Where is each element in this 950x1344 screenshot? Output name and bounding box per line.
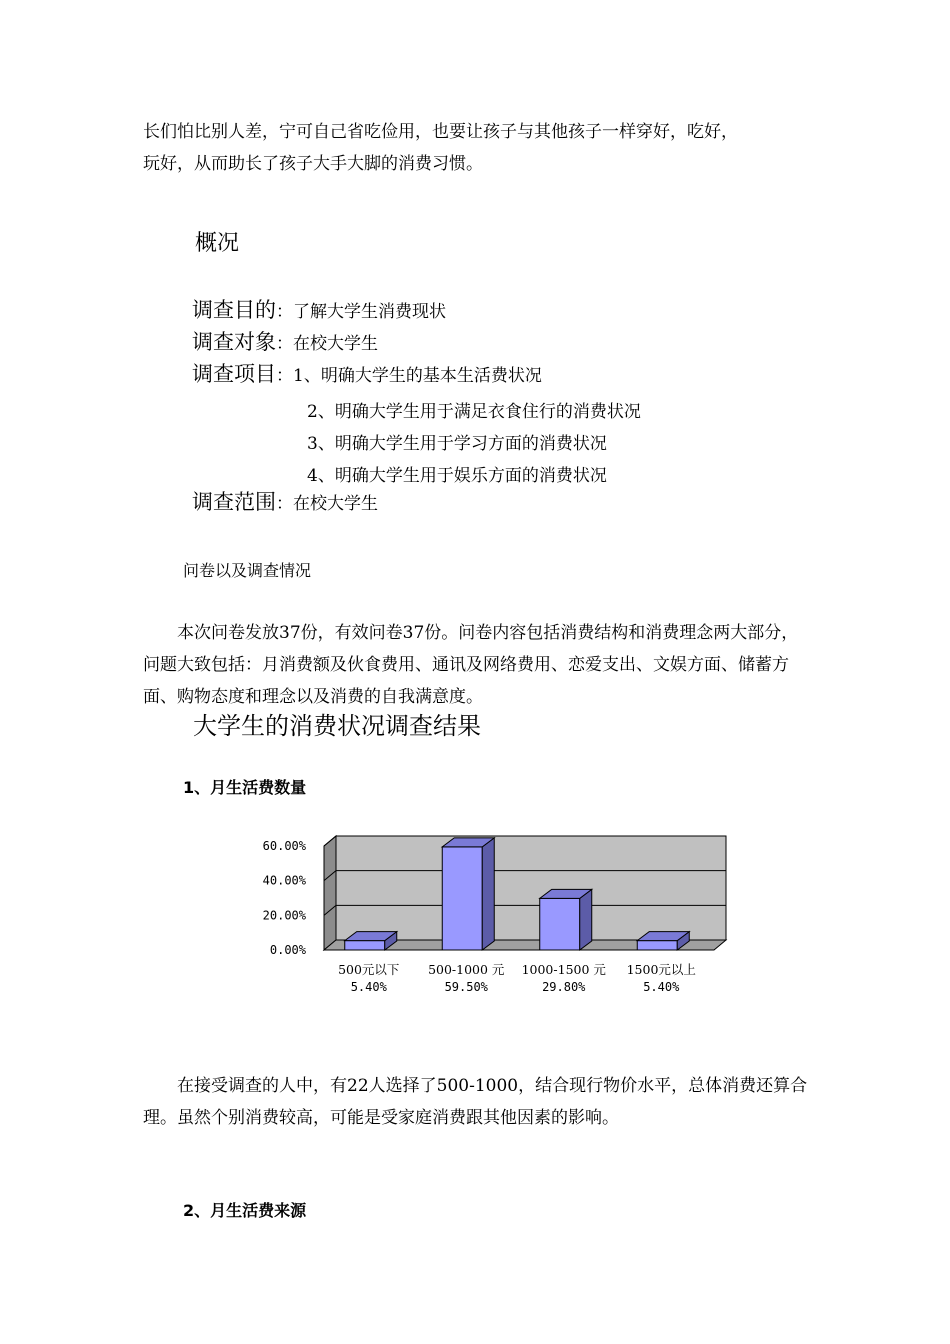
scope-row bbox=[192, 486, 378, 516]
section-1-heading: 1、月生活费数量 bbox=[183, 778, 307, 797]
item-3: 3、明确大学生用于学习方面的消费状况 bbox=[307, 434, 607, 454]
chart-back-wall bbox=[336, 836, 726, 940]
bar bbox=[637, 941, 677, 950]
intro-line-1: 长们怕比别人差，宁可自己省吃俭用，也要让孩子与其他孩子一样穿好，吃好， bbox=[143, 122, 738, 142]
scope-value: 在校大学生 bbox=[293, 494, 378, 514]
questionnaire-paragraph: 本次问卷发放37份，有效问卷37份。问卷内容包括消费结构和消费理念两大部分，问题大致包括：月消费额及伙食费用、通讯及网络费用、恋爱支出、文娱方面、储蓄方面、购物态度和理念以及消费的自我满意度。 bbox=[143, 623, 799, 707]
scope-label: 调查范围 bbox=[192, 490, 276, 514]
item-1: 1、明确大学生的基本生活费状况 bbox=[293, 366, 542, 386]
colon: ： bbox=[276, 334, 293, 354]
y-tick-label: 20.00% bbox=[262, 908, 306, 923]
colon: ： bbox=[276, 302, 293, 322]
monthly-allowance-bar-chart bbox=[250, 828, 740, 998]
bar-value-label: 5.40% bbox=[643, 980, 680, 994]
items-label: 调查项目 bbox=[192, 362, 276, 386]
bar-side bbox=[580, 889, 592, 950]
target-row bbox=[192, 326, 378, 356]
bar-value-label: 59.50% bbox=[444, 980, 488, 994]
y-tick-label: 40.00% bbox=[262, 873, 306, 888]
x-category-label: 1500元以上 bbox=[626, 962, 696, 977]
colon: ： bbox=[276, 494, 293, 514]
purpose-value: 了解大学生消费现状 bbox=[293, 302, 446, 322]
x-category-label: 1000-1500 元 bbox=[521, 962, 606, 977]
bar-side bbox=[482, 838, 494, 950]
bar-value-label: 5.40% bbox=[350, 980, 387, 994]
analysis-paragraph: 在接受调查的人中，有22人选择了500-1000，结合现行物价水平，总体消费还算合理。虽然个别消费较高，可能是受家庭消费跟其他因素的影响。 bbox=[143, 1076, 808, 1128]
target-label: 调查对象 bbox=[192, 330, 276, 354]
intro-line-2: 玩好，从而助长了孩子大手大脚的消费习惯。 bbox=[143, 154, 483, 174]
x-category-label: 500-1000 元 bbox=[428, 962, 505, 977]
bar bbox=[540, 898, 580, 950]
overview-heading: 概况 bbox=[195, 231, 240, 256]
y-tick-label: 60.00% bbox=[262, 839, 306, 853]
colon: ： bbox=[276, 366, 293, 386]
purpose-label: 调查目的 bbox=[192, 298, 276, 322]
target-value: 在校大学生 bbox=[293, 334, 378, 354]
purpose-row bbox=[192, 294, 446, 324]
x-category-label: 500元以下 bbox=[338, 962, 400, 977]
y-tick-label: 0.00% bbox=[269, 943, 306, 957]
bar bbox=[345, 941, 385, 950]
item-2: 2、明确大学生用于满足衣食住行的消费状况 bbox=[307, 402, 641, 422]
questionnaire-heading: 问卷以及调查情况 bbox=[183, 561, 312, 580]
item-4: 4、明确大学生用于娱乐方面的消费状况 bbox=[307, 466, 607, 486]
bar bbox=[442, 847, 482, 950]
section-2-heading: 2、月生活费来源 bbox=[183, 1201, 307, 1220]
chart-side-wall bbox=[324, 836, 336, 950]
results-heading: 大学生的消费状况调查结果 bbox=[193, 712, 481, 740]
bar-value-label: 29.80% bbox=[542, 980, 586, 994]
items-row bbox=[192, 358, 542, 388]
